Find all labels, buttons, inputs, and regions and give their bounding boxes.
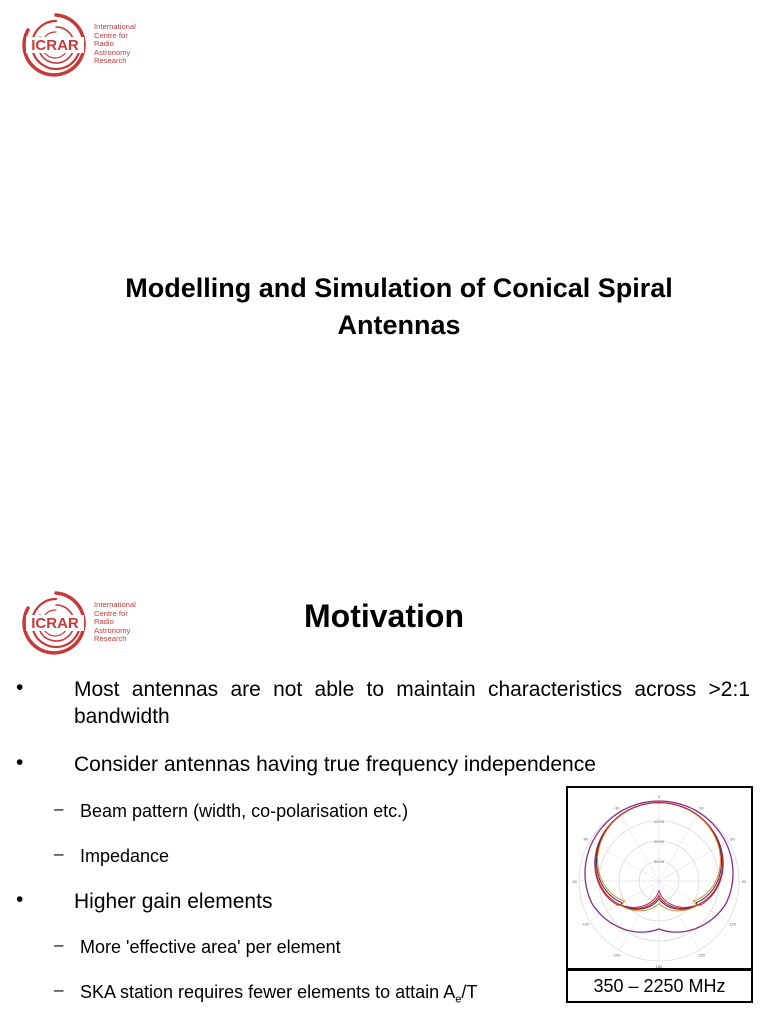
sub-bullet-marker: – (54, 799, 64, 818)
slide-title (60, 270, 738, 344)
polar-angle-label: -150 (612, 952, 621, 958)
title-line-1: Modelling and Simulation of Conical Spiral (125, 273, 673, 303)
polar-angle-label: -90 (571, 879, 577, 884)
bullet-marker: • (16, 676, 24, 699)
logo-text: International Centre for Radio Astronomy Research (94, 22, 136, 66)
sub-bullet-text: Beam pattern (width, co-polarisation etc.) (80, 801, 409, 821)
polar-angle-label: 150 (698, 952, 705, 958)
figure-caption: 350 – 2250 MHz (566, 969, 753, 1003)
sub-bullet-text: Impedance (80, 846, 170, 866)
polar-angle-label: -120 (581, 921, 590, 927)
polar-angle-label: 90 (741, 879, 747, 884)
sub-bullet-marker: – (54, 844, 64, 863)
polar-angle-label: 0 (657, 794, 661, 799)
polar-ring-label: 30.00 (653, 859, 665, 864)
sub-bullet-text: SKA station requires fewer elements to attain $A_e/T$ (80, 982, 478, 1006)
polar-angle-label: -30 (613, 805, 620, 811)
logo-acronym: ICRAR (31, 615, 79, 632)
icrar-logo (18, 588, 168, 658)
icrar-logo (18, 10, 168, 80)
bullet-text: Most antennas are not able to maintain characteristics across >2:1 bandwidth (74, 678, 750, 728)
polar-ring-label: 20.00 (653, 839, 665, 844)
bullet-text: Higher gain elements (74, 890, 273, 913)
polar-angle-label: -60 (582, 836, 589, 842)
polar-angle-label: 30 (699, 805, 704, 811)
radiation-pattern-figure (566, 786, 753, 970)
bullet-marker: • (16, 888, 24, 911)
sub-bullet-marker: – (54, 980, 64, 999)
polar-angle-label: 180 (655, 964, 663, 968)
polar-ring-label: 10.00 (653, 819, 665, 824)
motivation-slide (0, 574, 768, 1024)
slide-title: Motivation (304, 598, 464, 634)
polar-angle-label: 120 (729, 921, 736, 927)
polar-angle-label: 60 (730, 836, 735, 842)
logo-acronym: ICRAR (31, 37, 79, 54)
sub-bullet-marker: – (54, 935, 64, 954)
bullet-marker: • (16, 751, 24, 774)
polar-plot (568, 788, 751, 968)
logo-text: International Centre for Radio Astronomy Research (94, 600, 136, 644)
title-line-2: Antennas (337, 310, 461, 340)
bullet-text: Consider antennas having true frequency independence (74, 753, 596, 776)
sub-bullet-text: More 'effective area' per element (80, 937, 341, 957)
